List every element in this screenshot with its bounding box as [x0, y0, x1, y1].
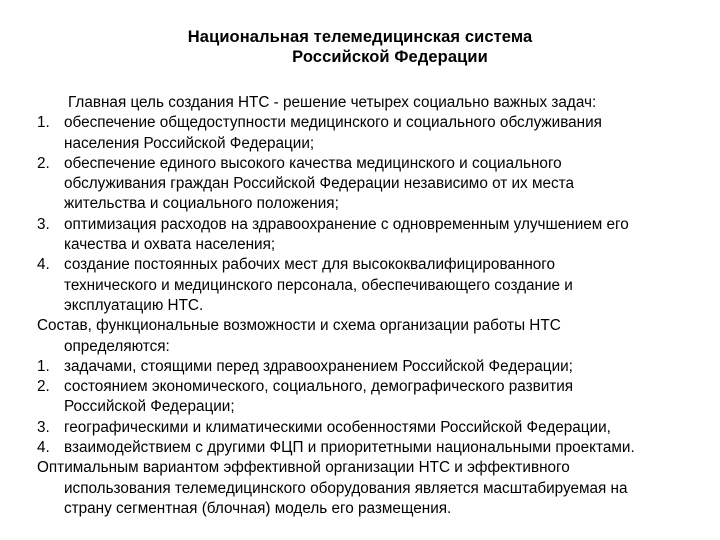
goal-text-line: создание постоянных рабочих мест для высококвалифицированного: [64, 256, 556, 274]
composition-line: Состав, функциональные возможности и схема организации работы НТС: [37, 317, 561, 335]
goal-text-line: обеспечение единого высокого качества медицинского и социального: [64, 154, 562, 172]
composition-paragraph: [37, 316, 705, 357]
factor-item-3: [37, 418, 705, 438]
goal-text-line: качества и охвата населения;: [64, 236, 276, 254]
factor-number: 1.: [37, 357, 50, 375]
goal-text-line: населения Российской Федерации;: [64, 134, 315, 152]
goal-text-line: обеспечение общедоступности медицинского и социального обслуживания: [64, 114, 602, 132]
factor-text-line: задачами, стоящими перед здравоохранением Российской Федерации;: [64, 357, 573, 375]
factor-item-4: [37, 438, 705, 458]
goal-text-line: жительства и социального положения;: [64, 195, 339, 213]
goal-item-1: [37, 113, 705, 154]
factor-number: 4.: [37, 439, 50, 457]
goal-number: 2.: [37, 154, 50, 172]
goal-item-3: [37, 215, 705, 256]
conclusion-paragraph: [37, 458, 705, 519]
factor-item-1: [37, 357, 705, 377]
factor-number: 3.: [37, 418, 50, 436]
factor-item-2: [37, 377, 705, 418]
goal-number: 1.: [37, 114, 50, 132]
factor-text-line: Российской Федерации;: [64, 398, 235, 416]
goal-number: 3.: [37, 215, 50, 233]
factor-number: 2.: [37, 378, 50, 396]
goal-text-line: обслуживания граждан Российской Федерации независимо от их места: [64, 175, 574, 193]
conclusion-line: использования телемедицинского оборудования является масштабируемая на: [64, 479, 628, 497]
factor-text-line: географическими и климатическими особенностями Российской Федерации,: [64, 418, 611, 436]
goal-text-line: оптимизация расходов на здравоохранение с одновременным улучшением его: [64, 215, 629, 233]
goal-item-2: [37, 154, 705, 215]
goals-list: [37, 113, 705, 316]
goal-text-line: технического и медицинского персонала, обеспечивающего создание и: [64, 276, 573, 294]
title-line-1: Национальная телемедицинская система: [187, 28, 533, 46]
intro-text: Главная цель создания НТС - решение четырех социально важных задач:: [68, 94, 597, 111]
slide-title: [0, 27, 720, 67]
factor-text-line: состоянием экономического, социального, демографического развития: [64, 378, 574, 396]
conclusion-line: страну сегментная (блочная) модель его размещения.: [64, 499, 452, 517]
goal-number: 4.: [37, 256, 50, 274]
factor-text-line: взаимодействием с другими ФЦП и приоритетными национальными проектами.: [64, 439, 635, 457]
composition-line: определяются:: [64, 337, 170, 355]
slide-body: [37, 93, 705, 519]
conclusion-line: Оптимальным вариантом эффективной организации НТС и эффективного: [37, 459, 570, 477]
title-line-2: Российской Федерации: [292, 48, 488, 66]
goal-item-4: [37, 255, 705, 316]
factors-list: [37, 357, 705, 458]
goal-text-line: эксплуатацию НТС.: [64, 296, 204, 314]
